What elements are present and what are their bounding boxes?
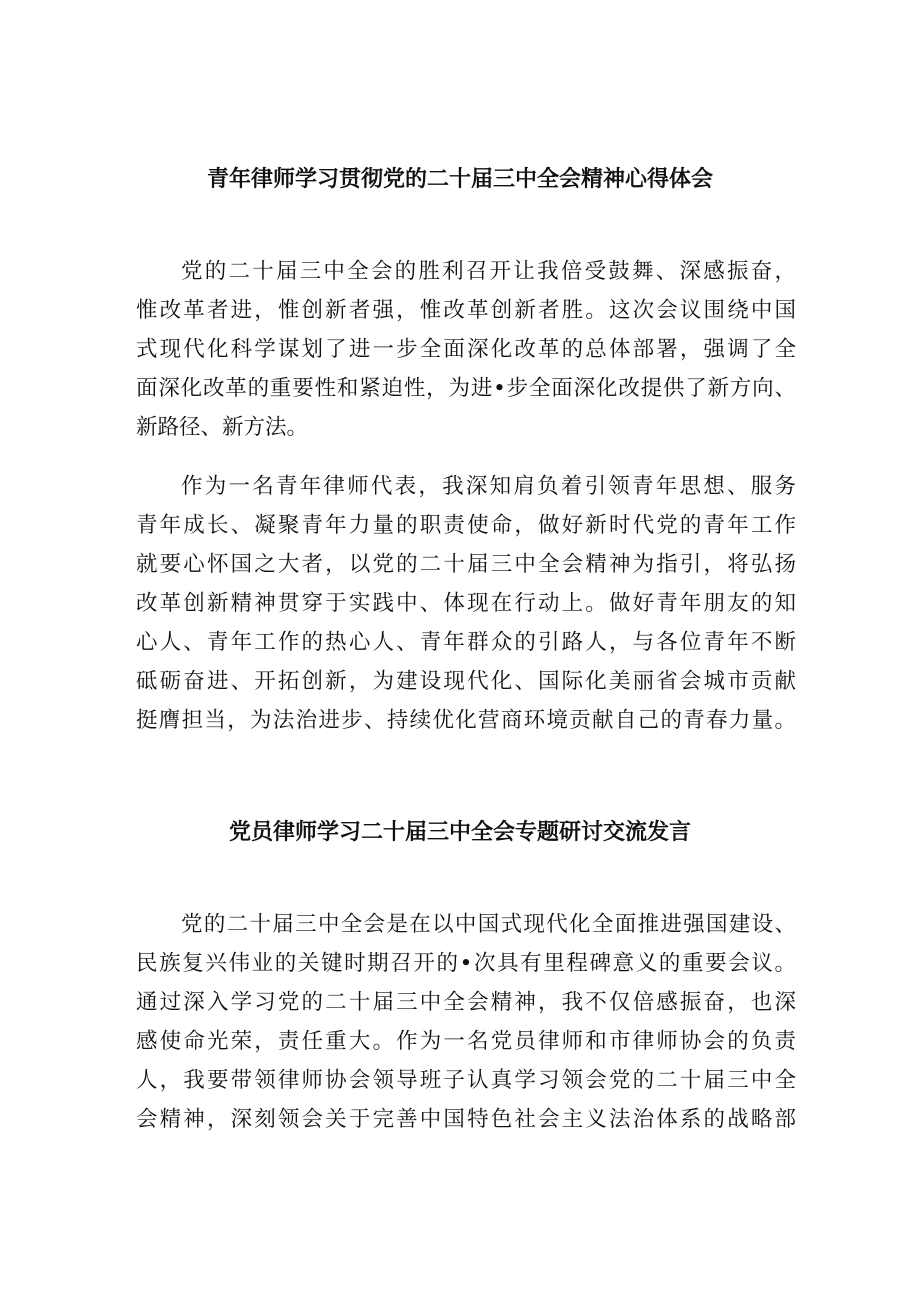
paragraph-line: 感使命光荣，责任重大。作为一名党员律师和市律师协会的负责: [136, 1029, 796, 1054]
paragraph-line: 通过深入学习党的二十届三中全会精神，我不仅倍感振奋，也深: [136, 990, 796, 1015]
section-1-paragraph-2: [136, 467, 796, 740]
paragraph-line: 党的二十届三中全会的胜利召开让我倍受鼓舞、深感振奋，: [181, 259, 796, 284]
paragraph-line: 人，我要带领律师协会领导班子认真学习领会党的二十届三中全: [136, 1068, 796, 1093]
paragraph-line: 挺膺担当，为法治进步、持续优化营商环境贡献自己的青春力量。: [136, 708, 796, 733]
paragraph-line: 作为一名青年律师代表，我深知肩负着引领青年思想、服务: [181, 474, 796, 499]
paragraph-line: 就要心怀国之大者，以党的二十届三中全会精神为指引，将弘扬: [136, 552, 796, 577]
paragraph-line: 党的二十届三中全会是在以中国式现代化全面推进强国建设、: [181, 912, 796, 937]
paragraph-line: 式现代化科学谋划了进一步全面深化改革的总体部署，强调了全: [136, 337, 796, 362]
paragraph-line: 会精神，深刻领会关于完善中国特色社会主义法治体系的战略部: [136, 1107, 796, 1132]
paragraph-line: 心人、青年工作的热心人、青年群众的引路人，与各位青年不断: [136, 630, 796, 655]
paragraph-line: 砥砺奋进、开拓创新，为建设现代化、国际化美丽省会城市贡献: [136, 669, 796, 694]
paragraph-line: 惟改革者进，惟创新者强，惟改革创新者胜。这次会议围绕中国: [136, 298, 796, 323]
section-2-paragraph-1: [136, 905, 796, 1139]
section-2-title: 党员律师学习二十届三中全会专题研讨交流发言: [228, 820, 691, 845]
paragraph-line: 改革创新精神贯穿于实践中、体现在行动上。做好青年朋友的知: [136, 591, 796, 616]
paragraph-line: 新路径、新方法。: [136, 415, 309, 440]
section-1-paragraph-1: [136, 252, 796, 447]
section-1-title: 青年律师学习贯彻党的二十届三中全会精神心得体会: [206, 167, 713, 192]
paragraph-line: 青年成长、凝聚青年力量的职责使命，做好新时代党的青年工作: [136, 513, 796, 538]
paragraph-line: 民族复兴伟业的关键时期召开的•次具有里程碑意义的重要会议。: [136, 951, 796, 976]
paragraph-line: 面深化改革的重要性和紧迫性，为进•步全面深化改提供了新方向、: [136, 376, 796, 401]
